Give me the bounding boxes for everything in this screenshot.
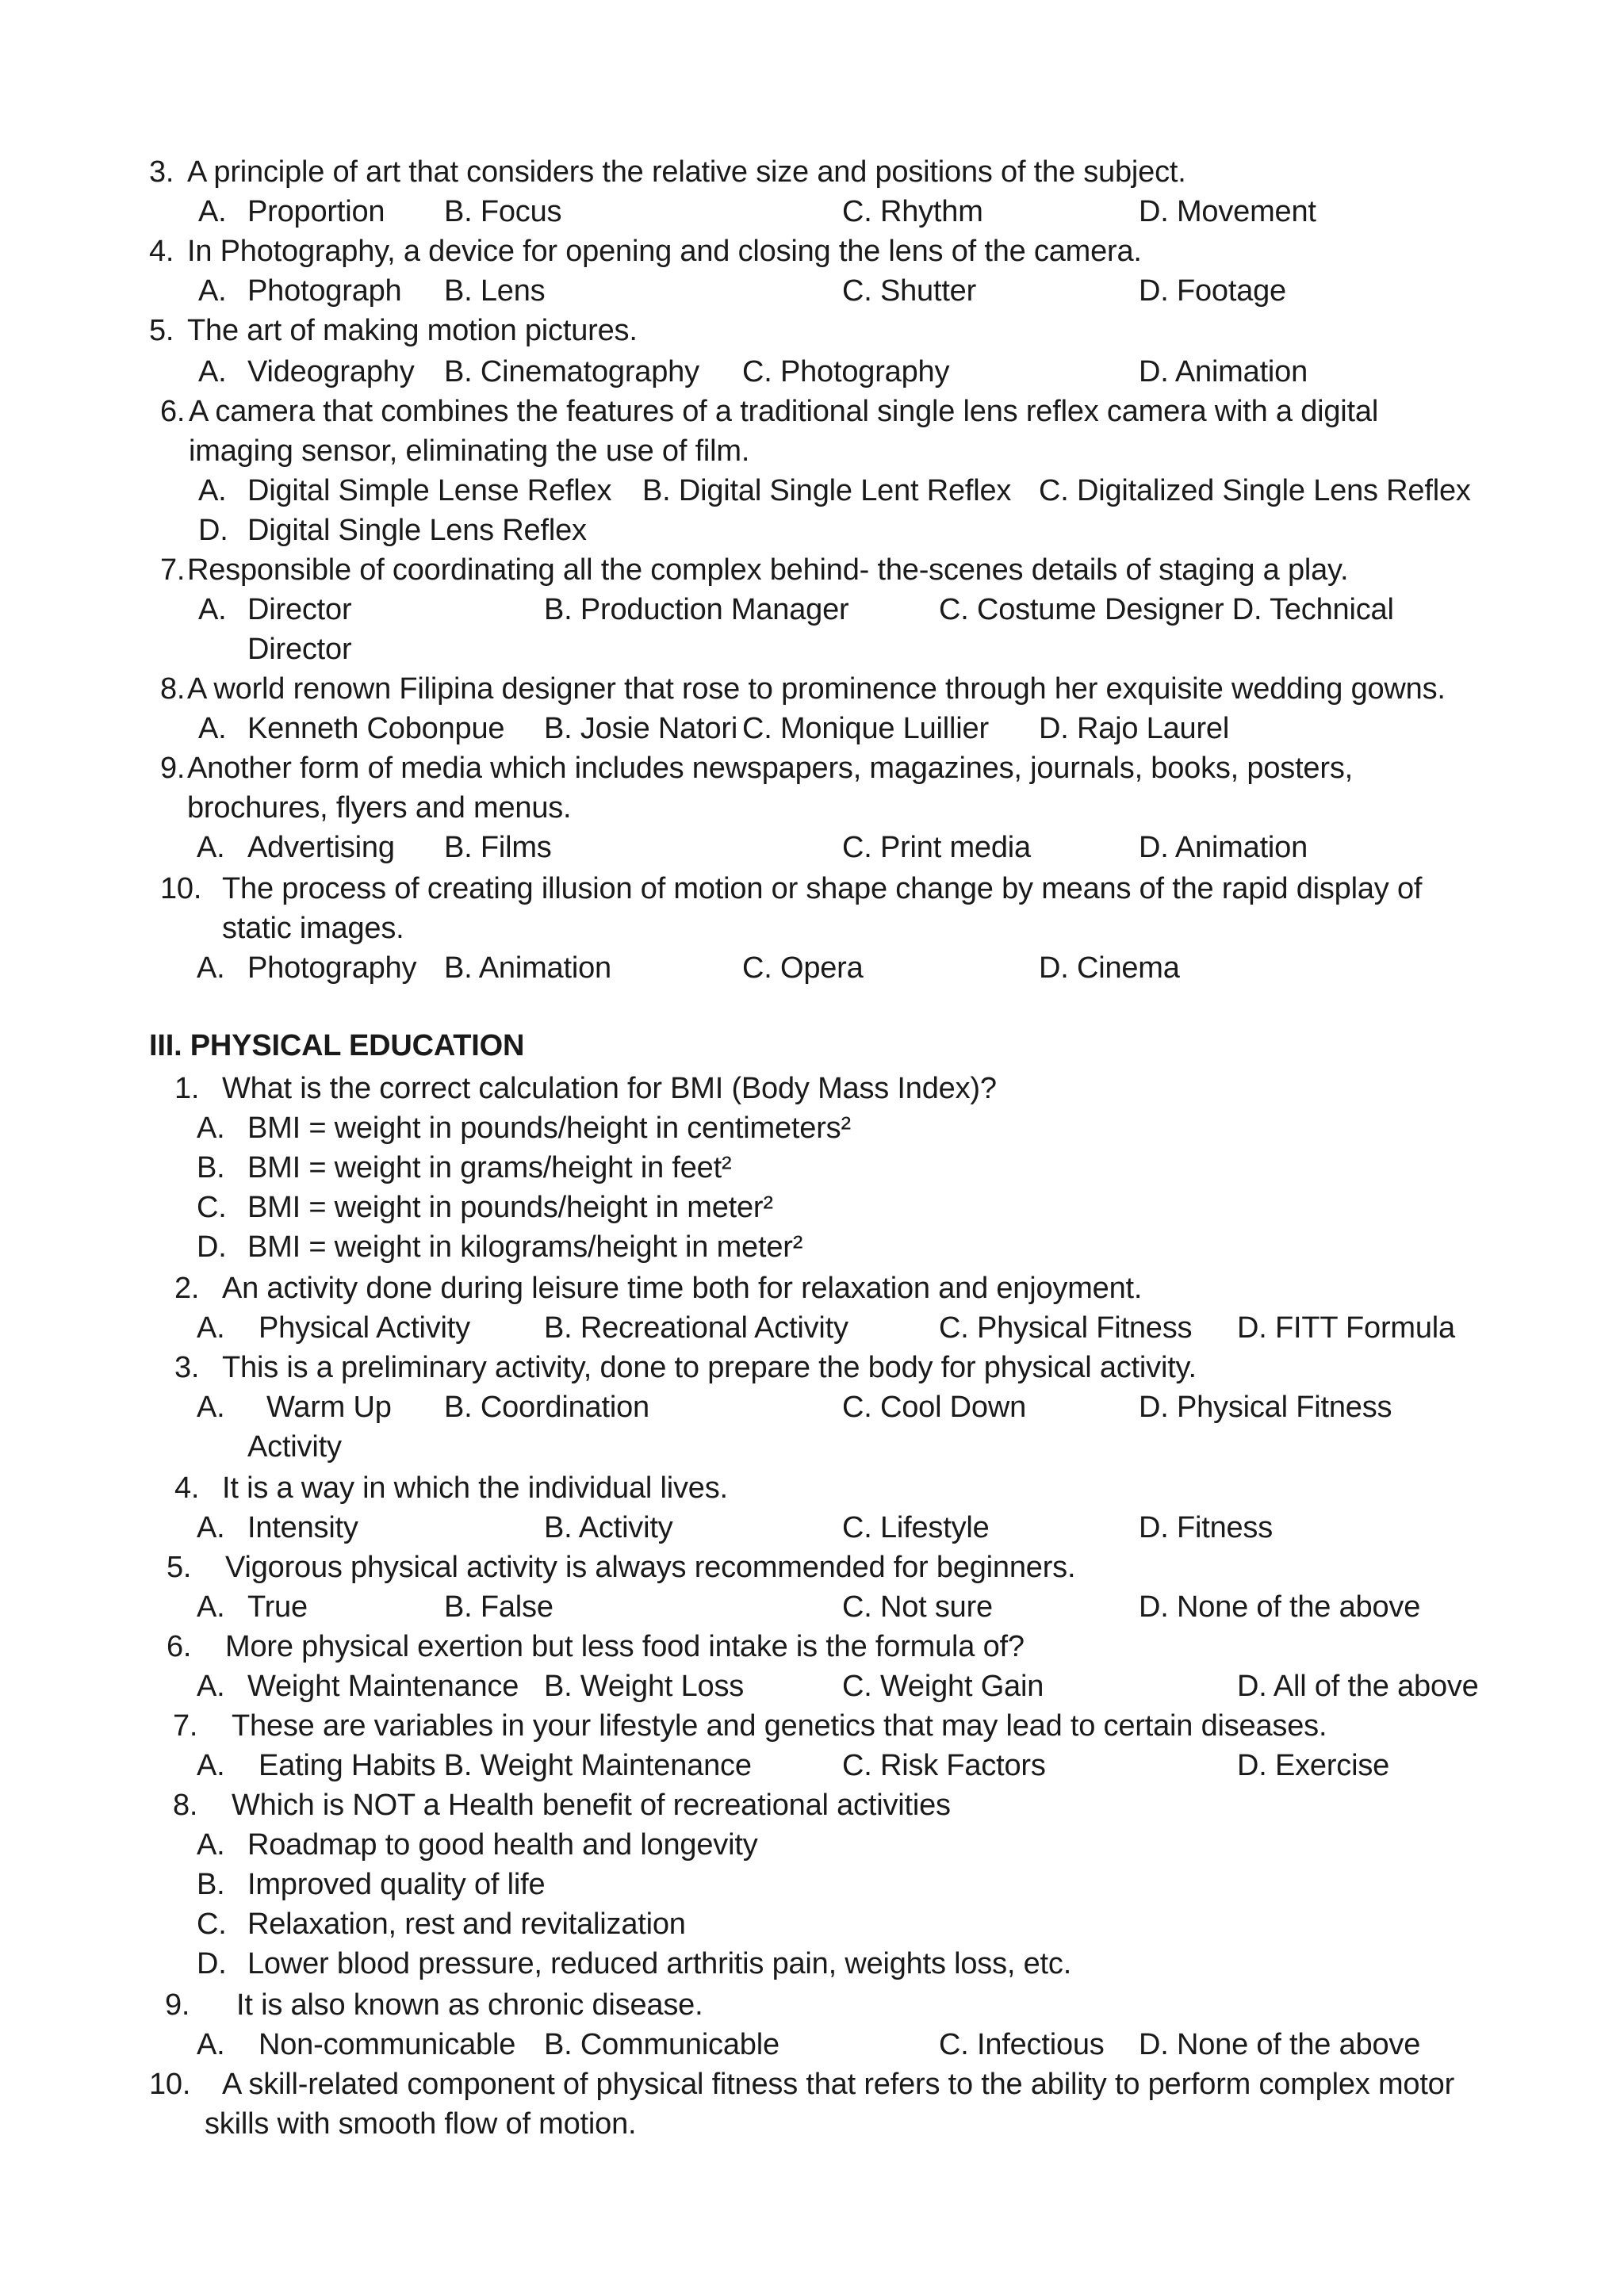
choice-d: D. Animation xyxy=(1139,831,1308,864)
choice-a: BMI = weight in pounds/height in centimeters² xyxy=(247,1112,851,1145)
choice-d: D. Exercise xyxy=(1237,1749,1390,1782)
choice-d-cont: Activity xyxy=(247,1430,342,1464)
question-text-cont: brochures, flyers and menus. xyxy=(187,791,572,825)
question-number: 3. xyxy=(149,155,174,189)
choice-a: Kenneth Cobonpue xyxy=(247,712,505,745)
choice-letter-a: A. xyxy=(197,1828,225,1862)
question-text: A principle of art that considers the relative size and positions of the subject. xyxy=(187,155,1186,189)
choice-a: Proportion xyxy=(247,195,385,228)
choice-c: C. Risk Factors xyxy=(842,1749,1046,1782)
choice-c: C. Lifestyle xyxy=(842,1511,990,1544)
choice-c: C. Photography xyxy=(742,355,950,388)
choice-a: Non-communicable xyxy=(259,2028,516,2061)
question-text: The art of making motion pictures. xyxy=(187,314,638,347)
choice-b: BMI = weight in grams/height in feet² xyxy=(247,1151,732,1184)
question-text: An activity done during leisure time both for relaxation and enjoyment. xyxy=(222,1272,1143,1305)
choice-b: B. Coordination xyxy=(444,1391,649,1424)
question-number: 3. xyxy=(174,1351,200,1384)
question-number: 4. xyxy=(174,1471,200,1505)
question-text: A skill-related component of physical fitness that refers to the ability to perform complex motor xyxy=(222,2068,1455,2101)
choice-d: D. Rajo Laurel xyxy=(1039,712,1230,745)
question-number: 10. xyxy=(149,2068,191,2101)
choice-letter-a: A. xyxy=(197,1311,225,1345)
question-text: More physical exertion but less food intake is the formula of? xyxy=(225,1630,1025,1663)
choice-a: Weight Maintenance xyxy=(247,1670,519,1703)
choice-letter-a: A. xyxy=(197,1670,225,1703)
question-number: 9. xyxy=(160,752,186,785)
choice-c: C. Physical Fitness xyxy=(939,1311,1193,1345)
choice-a: Warm Up xyxy=(266,1391,392,1424)
choice-letter-a: A. xyxy=(197,1511,225,1544)
choice-a: True xyxy=(247,1590,308,1624)
choice-a: Director xyxy=(247,593,352,626)
choice-letter-a: A. xyxy=(197,1112,225,1145)
choice-b: B. Activity xyxy=(544,1511,673,1544)
choice-letter-a: A. xyxy=(198,274,227,308)
choice-letter-c: C. xyxy=(197,1191,227,1224)
question-text: The process of creating illusion of motion or shape change by means of the rapid display of xyxy=(222,872,1423,905)
choice-b: B. Recreational Activity xyxy=(544,1311,848,1345)
question-text: Another form of media which includes newspapers, magazines, journals, books, posters, xyxy=(187,752,1353,785)
choice-letter-a: A. xyxy=(198,195,227,228)
question-text-cont: static images. xyxy=(222,912,404,945)
choice-letter-a: A. xyxy=(197,951,225,985)
choice-c: C. Rhythm xyxy=(842,195,983,228)
question-number: 5. xyxy=(167,1551,192,1584)
choice-letter-d: D. xyxy=(197,1947,227,1980)
choice-a: Advertising xyxy=(247,831,395,864)
choice-letter-b: B. xyxy=(197,1868,225,1901)
choice-d: D. Cinema xyxy=(1039,951,1180,985)
question-text: A world renown Filipina designer that rose to prominence through her exquisite wedding gowns. xyxy=(187,672,1446,706)
choice-d: D. Movement xyxy=(1139,195,1316,228)
choice-b: B. Weight Loss xyxy=(544,1670,745,1703)
section-heading: III. PHYSICAL EDUCATION xyxy=(149,1029,525,1062)
question-number: 8. xyxy=(173,1789,198,1822)
choice-c: C. Opera xyxy=(742,951,864,985)
choice-a-b: Eating Habits B. Weight Maintenance xyxy=(259,1749,752,1782)
choice-b: B. Films xyxy=(444,831,552,864)
choice-d: BMI = weight in kilograms/height in meter² xyxy=(247,1230,803,1264)
choice-d: D. Fitness xyxy=(1139,1511,1274,1544)
choice-b: B. Digital Single Lent Reflex xyxy=(642,474,1012,507)
choice-letter-a: A. xyxy=(198,712,227,745)
choice-c: C. Infectious xyxy=(939,2028,1105,2061)
choice-c: C. Cool Down xyxy=(842,1391,1027,1424)
question-text: Which is NOT a Health benefit of recreational activities xyxy=(232,1789,951,1822)
choice-d: D. Animation xyxy=(1139,355,1308,388)
question-text: Vigorous physical activity is always recommended for beginners. xyxy=(225,1551,1076,1584)
question-number: 9. xyxy=(165,1988,190,2022)
choice-d: D. All of the above xyxy=(1237,1670,1479,1703)
choice-c: C. Not sure xyxy=(842,1590,993,1624)
choice-b: B. Focus xyxy=(444,195,562,228)
choice-letter-a: A. xyxy=(197,2028,225,2061)
choice-c: C. Monique Luillier xyxy=(742,712,989,745)
choice-d: D. None of the above xyxy=(1139,2028,1421,2061)
choice-c: C. Weight Gain xyxy=(842,1670,1044,1703)
question-number: 8. xyxy=(160,672,186,706)
choice-letter-d: D. xyxy=(197,1230,227,1264)
choice-letter-a: A. xyxy=(198,355,227,388)
question-text: In Photography, a device for opening and closing the lens of the camera. xyxy=(187,235,1142,268)
question-number: 5. xyxy=(149,314,174,347)
choice-b: B. Communicable xyxy=(544,2028,779,2061)
choice-d: D. None of the above xyxy=(1139,1590,1421,1624)
choice-c: Relaxation, rest and revitalization xyxy=(247,1908,686,1941)
choice-b: B. Production Manager xyxy=(544,593,849,626)
question-number: 6. xyxy=(167,1630,192,1663)
choice-letter-d: D. xyxy=(198,514,228,547)
choice-a: Intensity xyxy=(247,1511,358,1544)
choice-d: D. FITT Formula xyxy=(1237,1311,1455,1345)
choice-a: Physical Activity xyxy=(259,1311,470,1345)
choice-c: C. Digitalized Single Lens Reflex xyxy=(1039,474,1471,507)
question-text: Responsible of coordinating all the complex behind- the-scenes details of staging a play. xyxy=(187,553,1349,587)
choice-b: Improved quality of life xyxy=(247,1868,546,1901)
question-text: What is the correct calculation for BMI (Body Mass Index)? xyxy=(222,1072,997,1105)
choice-a: Roadmap to good health and longevity xyxy=(247,1828,758,1862)
question-text-cont: imaging sensor, eliminating the use of film. xyxy=(189,434,750,468)
choice-letter-a: A. xyxy=(198,593,227,626)
question-text: It is a way in which the individual lives. xyxy=(222,1471,728,1505)
question-number: 2. xyxy=(174,1272,200,1305)
question-text-cont: skills with smooth flow of motion. xyxy=(205,2107,637,2141)
choice-letter-a: A. xyxy=(197,1749,225,1782)
question-number: 6. xyxy=(160,395,186,428)
question-text: It is also known as chronic disease. xyxy=(236,1988,703,2022)
choice-b: B. Cinematography xyxy=(444,355,699,388)
question-number: 7. xyxy=(160,553,186,587)
choice-c-d: C. Costume Designer D. Technical xyxy=(939,593,1394,626)
question-number: 4. xyxy=(149,235,174,268)
choice-letter-a: A. xyxy=(197,1590,225,1624)
question-text: These are variables in your lifestyle and genetics that may lead to certain diseases. xyxy=(232,1709,1327,1743)
choice-letter-a: A. xyxy=(197,1391,225,1424)
choice-a: Photograph xyxy=(247,274,402,308)
choice-b: B. Josie Natori xyxy=(544,712,738,745)
question-number: 7. xyxy=(173,1709,198,1743)
question-text: A camera that combines the features of a traditional single lens reflex camera with a digital xyxy=(189,395,1379,428)
choice-letter-c: C. xyxy=(197,1908,227,1941)
question-text: This is a preliminary activity, done to prepare the body for physical activity. xyxy=(222,1351,1197,1384)
choice-letter-a: A. xyxy=(197,831,225,864)
choice-a: Photography xyxy=(247,951,417,985)
choice-b: B. Lens xyxy=(444,274,546,308)
choice-b: B. False xyxy=(444,1590,553,1624)
choice-c: BMI = weight in pounds/height in meter² xyxy=(247,1191,773,1224)
choice-d: D. Physical Fitness xyxy=(1139,1391,1392,1424)
question-number: 10. xyxy=(160,872,202,905)
choice-a: Videography xyxy=(247,355,415,388)
choice-d: Digital Single Lens Reflex xyxy=(247,514,587,547)
choice-d-cont: Director xyxy=(247,633,352,666)
choice-d: Lower blood pressure, reduced arthritis pain, weights loss, etc. xyxy=(247,1947,1072,1980)
choice-c: C. Shutter xyxy=(842,274,977,308)
question-number: 1. xyxy=(174,1072,200,1105)
choice-c: C. Print media xyxy=(842,831,1031,864)
choice-d: D. Footage xyxy=(1139,274,1286,308)
choice-a: Digital Simple Lense Reflex xyxy=(247,474,612,507)
choice-letter-b: B. xyxy=(197,1151,225,1184)
choice-b: B. Animation xyxy=(444,951,611,985)
choice-letter-a: A. xyxy=(198,474,227,507)
